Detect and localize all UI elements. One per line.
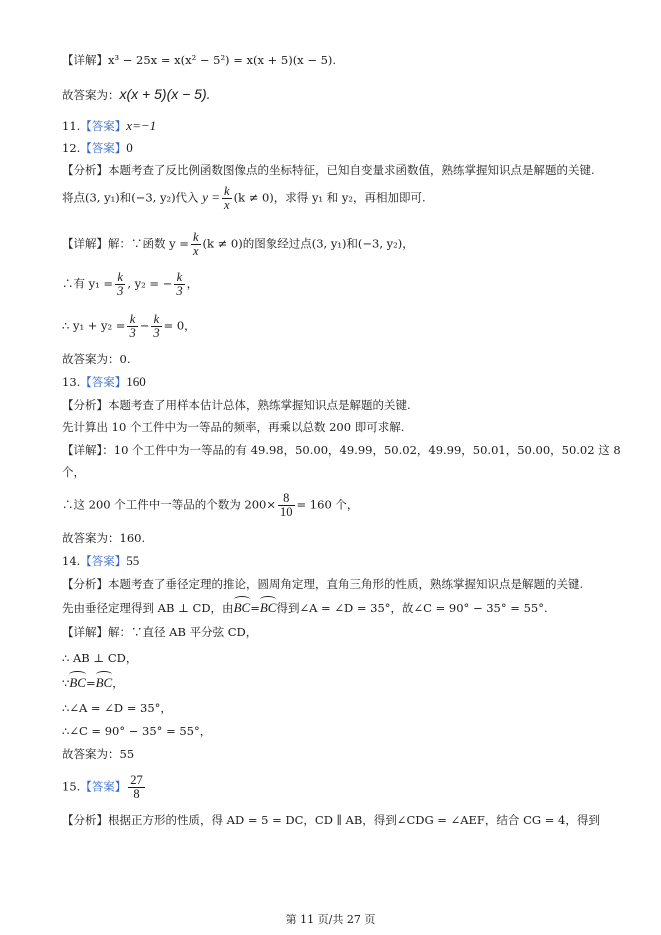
q12-final: 故答案为：0. xyxy=(62,352,131,366)
q12-detail-3: ∴ y₁ + y₂ = $\frac{k}{3}$ − $\frac{k}{3}$ = 0， xyxy=(62,312,196,341)
page-footer: 第 11 页/共 27 页 xyxy=(285,913,376,926)
q14-detail-5: ∴∠C = 90° − 35° = 55°， xyxy=(62,724,212,738)
fraction-k-over-x: $\frac{k}{x}$ xyxy=(192,230,199,259)
arc-bc: BC xyxy=(259,600,277,615)
arc-bc: BC xyxy=(69,675,86,690)
answer-tag: 【答案】 xyxy=(80,779,127,794)
arc-bc: BC xyxy=(233,600,251,615)
q12-analysis: 【分析】本题考查了反比例函数图像点的坐标特征，已知自变量求函数值，熟练掌握知识点是解题的关键. xyxy=(62,163,595,177)
q14-solution-step: 先由垂径定理得到 AB ⊥ CD，由BC=BC得到∠A = ∠D = 35°，故∠C = 90° − 35° = 55°. xyxy=(62,600,548,615)
arc-bc: BC xyxy=(95,675,113,690)
q12-solution-step: 将点(3, y₁)和(−3, y₂)代入 y = $\frac{k}{x}$ (k ≠ 0)，求得 y₁ 和 y₂，再相加即可. xyxy=(62,184,426,213)
q12-detail-2: ∴有 y₁ = $\frac{k}{3}$ , y₂ = − $\frac{k}{3}$ ， xyxy=(62,270,199,299)
q13-final: 故答案为：160. xyxy=(62,531,146,545)
q14-detail-1: 【详解】解：∵直径 AB 平分弦 CD， xyxy=(62,625,258,639)
q14-detail-2: ∴ AB ⊥ CD， xyxy=(62,651,138,665)
q13-detail-1-cont: 个， xyxy=(62,465,85,479)
q14-detail-4: ∴∠A = ∠D = 35°， xyxy=(62,701,172,715)
answer-tag: 【答案】 xyxy=(80,119,127,133)
q13-solution-step: 先计算出 10 个工件中为一等品的频率，再乘以总数 200 即可求解. xyxy=(62,420,405,434)
fraction-k-over-3: $\frac{k}{3}$ xyxy=(153,312,160,341)
answer-tag: 【答案】 xyxy=(80,554,127,568)
fraction-k-over-3: $\frac{k}{3}$ xyxy=(117,270,124,299)
q11-answer: 11.【答案】x=−1 xyxy=(62,118,157,133)
q12-detail-1: 【详解】解：∵函数 y = $\frac{k}{x}$ (k ≠ 0)的图象经过点(3, y₁)和(−3, y₂)， xyxy=(62,230,414,259)
q13-answer: 13.【答案】160 xyxy=(62,374,146,389)
q13-detail-2: ∴这 200 个工件中一等品的个数为 200× $\frac{8}{10}$ = 160 个， xyxy=(62,491,359,520)
fraction-k-over-3: $\frac{k}{3}$ xyxy=(176,270,183,299)
q13-analysis: 【分析】本题考查了用样本估计总体，熟练掌握知识点是解题的关键. xyxy=(62,398,411,412)
q14-analysis: 【分析】本题考查了垂径定理的推论，圆周角定理，直角三角形的性质，熟练掌握知识点是解题的关键. xyxy=(62,577,584,591)
answer-tag: 【答案】 xyxy=(80,375,127,389)
q14-final: 故答案为：55 xyxy=(62,747,135,761)
q14-answer: 14.【答案】55 xyxy=(62,553,140,568)
answer-tag: 【答案】 xyxy=(80,141,127,155)
fraction-8-over-10: $\frac{8}{10}$ xyxy=(280,491,293,520)
q15-analysis: 【分析】根据正方形的性质，得 AD = 5 = DC，CD ∥ AB，得到∠CDG = ∠AEF，结合 CG = 4，得到 xyxy=(62,813,600,827)
q12-answer: 12.【答案】0 xyxy=(62,140,133,155)
line-detail-factor: 【详解】x³ − 25x = x(x² − 5²) = x(x + 5)(x − 5). xyxy=(62,53,337,67)
q13-detail-1: 【详解】：10 个工件中为一等品的有 49.98，50.00，49.99，50.02，49.99，50.01，50.00，50.02 这 8 xyxy=(62,443,621,457)
q14-detail-3: ∵BC=BC， xyxy=(62,675,124,690)
fraction-k-over-3: $\frac{k}{3}$ xyxy=(129,312,136,341)
q15-answer: 15.【答案】 $\frac{27}{8}$ xyxy=(62,773,143,802)
fraction-k-over-x: $\frac{k}{x}$ xyxy=(224,184,230,213)
fraction-27-over-8: $\frac{27}{8}$ xyxy=(130,773,143,802)
line-answer-factor: 故答案为：x(x + 5)(x − 5). xyxy=(62,86,211,102)
